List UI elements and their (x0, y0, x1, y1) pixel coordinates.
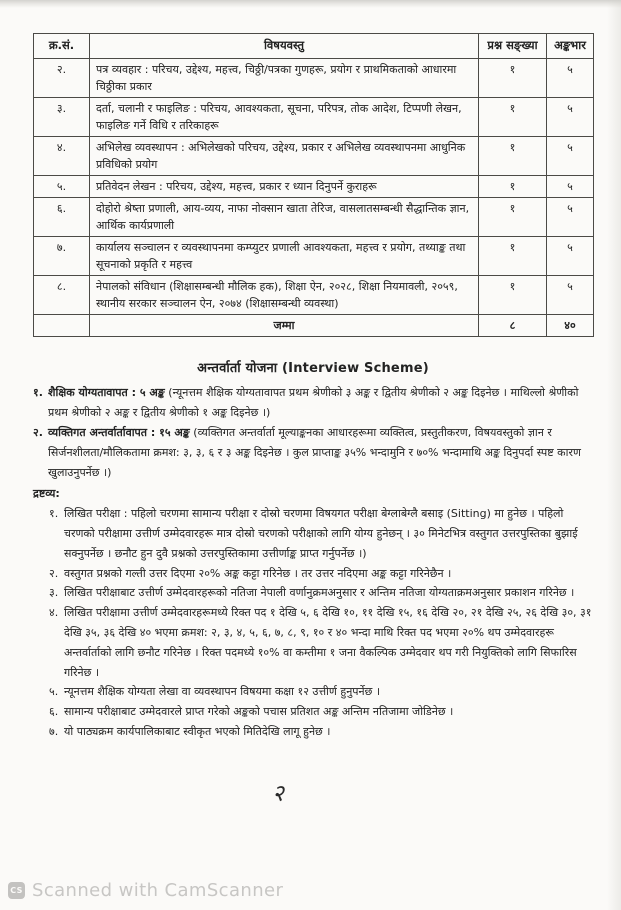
interview-scheme-items (33, 383, 593, 482)
cell-marks: ५ (547, 97, 594, 136)
cell-marks: ५ (547, 198, 594, 237)
cell-subject: दोहोरो श्रेष्ता प्रणाली, आय-व्यय, नाफा नोक्सान खाता तेरिज, वासलातसम्बन्धी सैद्धान्तिक ज्ञान, आर्थिक कार्यप्रणाली (90, 198, 479, 237)
cell-subject: नेपालको संविधान (शिक्षासम्बन्धी मौलिक हक), शिक्षा ऐन, २०२८, शिक्षा नियमावली, २०५९, स्थानीय सरकार सञ्चालन ऐन, २०७४ (शिक्षासम्बन्धी व्यवस्था) (90, 276, 479, 315)
cell-serial: ४. (34, 137, 90, 176)
cell-subject: दर्ता, चलानी र फाइलिङ : परिचय, आवश्यकता, सूचना, परिपत्र, तोक आदेश, टिप्पणी लेखन, फाइलिङ गर्ने विधि र तरिकाहरू (90, 97, 479, 136)
table-row (34, 198, 594, 237)
note-item (49, 564, 593, 584)
table-total-row (34, 315, 594, 337)
table-header-row (34, 34, 594, 59)
note-number: १. (49, 507, 59, 521)
handwritten-page-number: २ (270, 780, 286, 808)
cell-questions: १ (479, 237, 547, 276)
col-header-question-count: प्रश्न सङ्ख्या (479, 34, 547, 59)
syllabus-table (33, 33, 594, 337)
note-text: लिखित परीक्षा : पहिलो चरणमा सामान्य परीक्षा र दोस्रो चरणमा विषयगत परीक्षा बेग्लाबेग्लै बसाइ (Sitting) मा हुनेछ । पहिलो चरणको परीक्षामा उत्तीर्ण उम्मेदवारहरू मात्र दोस्रो चरणको परीक्षाको लागि योग्य हुनेछन् । ३० मिनेटभित्र वस्तुगत उत्तरपुस्तिका बुझाई सक्नुपर्नेछ । छनौट हुन दुवै प्रश्नको उत्तरपुस्तिकामा उत्तीर्णाङ्क प्राप्त गर्नुपर्नेछ ।) (64, 507, 578, 560)
scan-artifact-top-edge (0, 0, 621, 8)
total-label: जम्मा (90, 315, 479, 337)
note-item (49, 603, 593, 682)
note-item (49, 504, 593, 563)
table-row (34, 176, 594, 198)
cell-questions: १ (479, 137, 547, 176)
note-item (49, 583, 593, 603)
interview-item-education (33, 383, 593, 423)
table-row (34, 137, 594, 176)
camscanner-icon: CS (8, 882, 25, 899)
cell-serial: २. (34, 58, 90, 97)
cell-questions: १ (479, 97, 547, 136)
cell-serial: ३. (34, 97, 90, 136)
notes-label: द्रष्टव्य: (33, 487, 60, 501)
cell-marks: ५ (547, 58, 594, 97)
note-number: ३. (49, 586, 59, 600)
cell-subject: पत्र व्यवहार : परिचय, उद्देश्य, महत्त्व, चिठ्ठी/पत्रका गुणहरू, प्रयोग र प्राथमिकताको आधारमा चिठ्ठीका प्रकार (90, 58, 479, 97)
note-number: २. (49, 566, 59, 580)
camscanner-watermark (8, 880, 283, 901)
cell-serial: ७. (34, 237, 90, 276)
note-item (49, 682, 593, 702)
table-row (34, 237, 594, 276)
interview-item-personal (33, 423, 593, 482)
item-number: २. (33, 426, 43, 440)
note-text: यो पाठ्यक्रम कार्यपालिकाबाट स्वीकृत भएको मितिदेखि लागू हुनेछ । (64, 725, 331, 739)
item-text: शैक्षिक योग्यतावापत : ५ अङ्क (न्यूनत्तम शैक्षिक योग्यतावापत प्रथम श्रेणीको ३ अङ्क र द्वितीय श्रेणीको २ अङ्क दिइनेछ । माथिल्लो श्रेणीको प्रथम श्रेणीको २ अङ्क र द्वितीय श्रेणीको १ अङ्क दिइनेछ ।) (48, 386, 579, 420)
table-row (34, 97, 594, 136)
cell-marks: ५ (547, 237, 594, 276)
cell-marks: ५ (547, 137, 594, 176)
watermark-text: Scanned with CamScanner (32, 880, 284, 901)
col-header-subject-matter: विषयवस्तु (90, 34, 479, 59)
item-text: व्यक्तिगत अन्तर्वार्तावापत : १५ अङ्क (व्यक्तिगत अन्तर्वार्ता मूल्याङ्कनका आधारहरूमा व्यक्तित्व, प्रस्तुतीकरण, विषयवस्तुको ज्ञान र सिर्जनशीलता/मौलिकतामा क्रमश: ३, ३, ६ र ३ अङ्क दिइनेछ । कुल प्राप्ताङ्क ३५% भन्दामुनि र ७०% भन्दामाथि अङ्क दिनुपर्दा स्पष्ट कारण खुलाउनुपर्नेछ ।) (48, 426, 581, 479)
cell-serial: ५. (34, 176, 90, 198)
cell-subject: प्रतिवेदन लेखन : परिचय, उद्देश्य, महत्त्व, प्रकार र ध्यान दिनुपर्ने कुराहरू (90, 176, 479, 198)
cell-serial: ८. (34, 276, 90, 315)
cell-questions: १ (479, 176, 547, 198)
cell-marks: ५ (547, 276, 594, 315)
cell-serial: ६. (34, 198, 90, 237)
note-text: वस्तुगत प्रश्नको गल्ती उत्तर दिएमा २०% अङ्क कट्टा गरिनेछ । तर उत्तर नदिएमा अङ्क कट्टा गरिनेछैन । (64, 566, 452, 580)
note-item (49, 722, 593, 742)
note-text: न्यूनत्तम शैक्षिक योग्यता लेखा वा व्यवस्थापन विषयमा कक्षा १२ उत्तीर्ण हुनुपर्नेछ । (64, 685, 381, 699)
table-row (34, 58, 594, 97)
note-number: ५. (49, 685, 59, 699)
note-number: ६. (49, 705, 59, 719)
cell-subject: कार्यालय सञ्चालन र व्यवस्थापनमा कम्प्युटर प्रणाली आवश्यकता, महत्त्व र प्रयोग, तथ्याङ्क तथा सूचनाको प्रकृति र महत्त्व (90, 237, 479, 276)
cell-subject: अभिलेख व्यवस्थापन : अभिलेखको परिचय, उद्देश्य, प्रकार र अभिलेख व्यवस्थापनमा आधुनिक प्रविधिको प्रयोग (90, 137, 479, 176)
cell-marks: ५ (547, 176, 594, 198)
table-row (34, 276, 594, 315)
note-text: लिखित परीक्षामा उत्तीर्ण उम्मेदवारहरूमध्ये रिक्त पद १ देखि ५, ६ देखि १०, ११ देखि १५, १६ देखि २०, २१ देखि २५, २६ देखि ३०, ३१ देखि ३५, ३६ देखि ४० भएमा क्रमश: २, ३, ४, ५, ६, ७, ८, ९, १० र ४० भन्दा माथि रिक्त पद भएमा २०% थप उम्मेदवारहरू अन्तर्वार्ताको लागि छनौट गरिनेछ । रिक्त पदमध्ये १०% वा कम्तीमा १ जना वैकल्पिक उम्मेदवार थप गरी नियुक्तिको लागि सिफारिस गरिनेछ । (64, 606, 592, 679)
cell-questions: १ (479, 276, 547, 315)
col-header-marks-weight: अङ्कभार (547, 34, 594, 59)
cell-questions: १ (479, 58, 547, 97)
scan-artifact-right-shade (607, 0, 621, 910)
total-questions: ८ (479, 315, 547, 337)
note-text: लिखित परीक्षाबाट उत्तीर्ण उम्मेदवारहरूको नतिजा नेपाली वर्णानुक्रमअनुसार र अन्तिम नतिजा योग्यताक्रमअनुसार प्रकाशन गरिनेछ । (64, 586, 575, 600)
total-marks: ४० (547, 315, 594, 337)
item-number: १. (33, 386, 43, 400)
interview-scheme-heading: अन्तर्वार्ता योजना (Interview Scheme) (197, 361, 429, 377)
cell-questions: १ (479, 198, 547, 237)
cell-serial-empty (34, 315, 90, 337)
note-item (49, 702, 593, 722)
notes-list (49, 504, 593, 742)
col-header-serial-number: क्र.सं. (34, 34, 90, 59)
note-number: ४. (49, 606, 59, 620)
note-number: ७. (49, 725, 59, 739)
note-text: सामान्य परीक्षाबाट उम्मेदवारले प्राप्त गरेको अङ्कको पचास प्रतिशत अङ्क अन्तिम नतिजामा जोडिनेछ । (64, 705, 454, 719)
document-content (33, 33, 593, 742)
